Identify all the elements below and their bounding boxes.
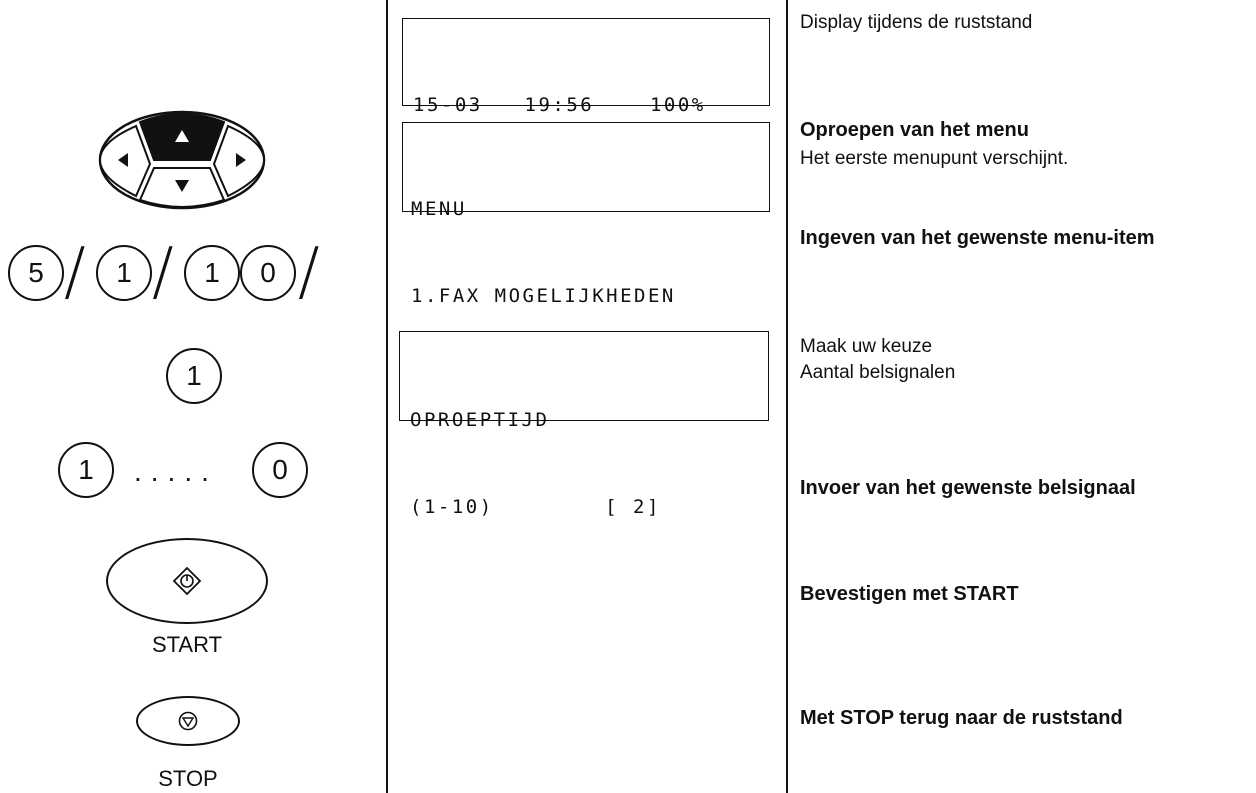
key-1[interactable]: 1: [58, 442, 114, 498]
lcd-setting-display: [399, 331, 769, 518]
separator-slash: /: [298, 235, 320, 309]
lcd-line: OPROEPTIJD: [410, 409, 550, 431]
key-0[interactable]: 0: [240, 245, 296, 301]
key-5[interactable]: 5: [8, 245, 64, 301]
lcd-menu-display: [402, 122, 770, 307]
step-menu-sub: Het eerste menupunt verschijnt.: [800, 148, 1069, 169]
step-idle-text: Display tijdens de ruststand: [800, 12, 1033, 33]
stop-button[interactable]: [136, 696, 240, 746]
step-choose-line2: Aantal belsignalen: [800, 362, 956, 383]
separator-slash: /: [64, 235, 86, 309]
lcd-line: 1.FAX MOGELIJKHEDEN: [411, 285, 676, 307]
separator-slash: /: [152, 235, 174, 309]
key-1[interactable]: 1: [166, 348, 222, 404]
stop-icon: [177, 710, 199, 732]
lcd-line: MENU: [411, 198, 467, 220]
lcd-line: (1-10) [ 2]: [410, 496, 661, 518]
step-stop-back: Met STOP terug naar de ruststand: [800, 707, 1123, 729]
step-choose-line1: Maak uw keuze: [800, 336, 933, 357]
range-dots: .....: [134, 456, 218, 487]
left-divider: [386, 0, 388, 793]
start-icon: [172, 566, 202, 596]
step-confirm: Bevestigen met START: [800, 583, 1019, 605]
lcd-idle-display: [402, 18, 770, 116]
key-0[interactable]: 0: [252, 442, 308, 498]
step-menu-title: Oproepen van het menu: [800, 119, 1029, 141]
right-divider: [786, 0, 788, 793]
stop-label: STOP: [158, 766, 218, 791]
step-enter-ring: Invoer van het gewenste belsignaal: [800, 477, 1136, 499]
key-1[interactable]: 1: [184, 245, 240, 301]
start-button[interactable]: [106, 538, 268, 624]
navigation-pad[interactable]: [96, 108, 268, 212]
key-1[interactable]: 1: [96, 245, 152, 301]
start-label: START: [151, 632, 223, 657]
lcd-line: 15-03 19:56 100%: [413, 94, 706, 116]
step-enter-item: Ingeven van het gewenste menu-item: [800, 227, 1155, 249]
